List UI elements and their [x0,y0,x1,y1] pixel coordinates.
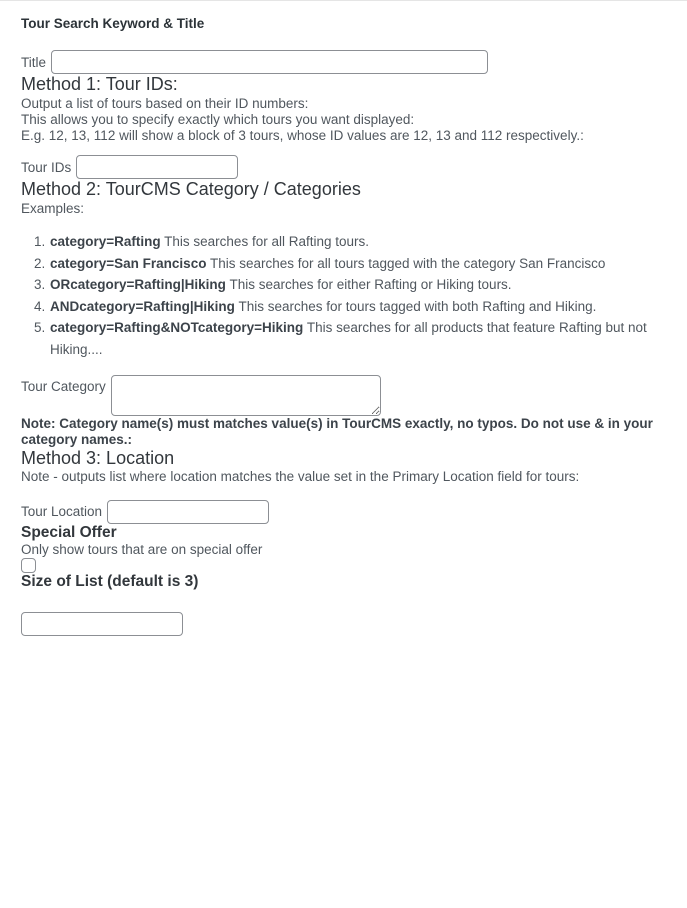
tour-ids-field-label: Tour IDs [21,159,72,175]
method3-heading: Method 3: Location [21,447,175,468]
special-offer-heading: Special Offer [21,523,117,541]
widget-form [0,1,687,681]
category-example-code: ORcategory=Rafting|Hiking [50,277,226,293]
special-offer-checkbox[interactable] [21,558,36,573]
category-example-code: category=San Francisco [50,255,207,271]
category-example-code: ANDcategory=Rafting|Hiking [50,298,235,314]
category-example-text: This searches for all products that feature Rafting but not Hiking.... [50,320,647,357]
category-example-text: This searches for all Rafting tours. [160,233,369,249]
tour-ids-input[interactable] [76,155,238,179]
category-note: Note: Category name(s) must matches value(s) in TourCMS exactly, no typos. Do not use & in your category names.: [21,415,653,447]
tour-location-field-row [21,500,666,524]
title-field-row [21,50,666,74]
category-example-code: category=Rafting&NOTcategory=Hiking [50,320,304,336]
tour-location-input[interactable] [107,500,269,524]
category-example-code: category=Rafting [50,233,161,249]
category-example-text: This searches for either Rafting or Hiking tours. [225,277,512,293]
tour-location-field-label: Tour Location [21,504,103,520]
tour-ids-field-row [21,155,666,179]
category-example-list [21,231,666,361]
special-offer-description: Only show tours that are on special offer [21,542,263,558]
method1-description-2: This allows you to specify exactly which tours you want displayed: [21,111,415,127]
category-example-text: This searches for tours tagged with both Rafting and Hiking. [234,298,597,314]
category-example-item [49,274,666,296]
method1-description-1: Output a list of tours based on their ID numbers: [21,95,309,111]
list-size-input[interactable] [21,612,183,636]
title-input[interactable] [51,50,488,74]
method2-examples-intro: Examples: [21,200,85,216]
tour-category-textarea[interactable] [111,375,381,416]
category-example-item [49,231,666,253]
title-field-label: Title [21,54,47,70]
tour-category-field-label: Tour Category [21,378,106,394]
widget-title: Tour Search Keyword & Title [21,16,205,31]
method3-note: Note - outputs list where location matches the value set in the Primary Location field for tours: [21,469,580,485]
list-size-heading: Size of List (default is 3) [21,573,199,591]
category-example-item [49,253,666,275]
tour-category-field-row [21,375,666,416]
method1-heading: Method 1: Tour IDs: [21,74,178,94]
category-example-item [49,296,666,318]
method2-heading: Method 2: TourCMS Category / Categories [21,179,361,200]
category-example-text: This searches for all tours tagged with the category San Francisco [206,255,606,271]
category-example-item [49,317,666,360]
method1-description-3: E.g. 12, 13, 112 will show a block of 3 tours, whose ID values are 12, 13 and 112 respectively.: [21,127,584,143]
